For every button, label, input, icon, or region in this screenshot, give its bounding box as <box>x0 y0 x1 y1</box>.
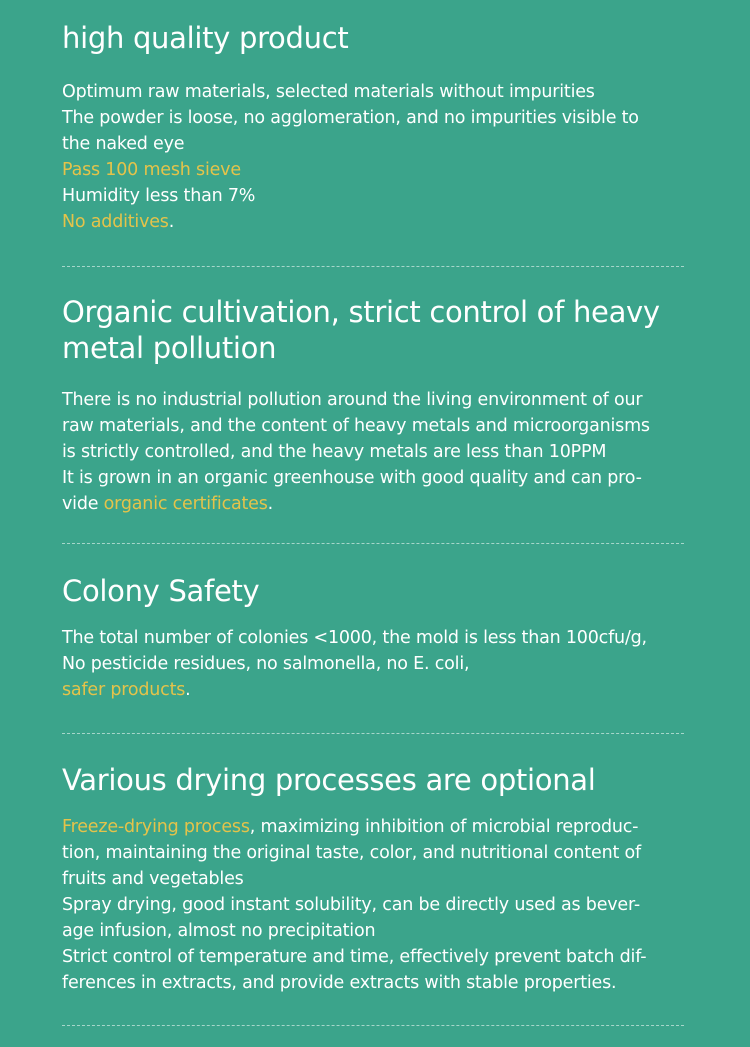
body-line: tion, maintaining the original taste, color, and nutritional content of <box>62 843 641 863</box>
body-line: It is grown in an organic greenhouse with good quality and can pro- <box>62 468 642 488</box>
body-line: Spray drying, good instant solubility, can be directly used as bever- <box>62 895 640 915</box>
body-line: The total number of colonies <1000, the mold is less than 100cfu/g, <box>62 628 647 648</box>
section-colony-safety <box>62 573 690 703</box>
body-text-tail: . <box>185 680 191 700</box>
body-line: No pesticide residues, no salmonella, no E. coli, <box>62 654 470 674</box>
body-text-lead: vide <box>62 494 104 514</box>
highlight-text: No additives <box>62 212 169 232</box>
section-body <box>62 625 690 703</box>
body-line: the naked eye <box>62 134 185 154</box>
section-body <box>62 814 690 996</box>
section-heading-line: Organic cultivation, strict control of heavy <box>62 295 660 329</box>
body-line: ferences in extracts, and provide extracts with stable properties. <box>62 973 617 993</box>
section-heading: high quality product <box>62 21 349 55</box>
section-body <box>62 79 690 235</box>
body-line: is strictly controlled, and the heavy metals are less than 10PPM <box>62 442 607 462</box>
section-organic-cultivation <box>62 294 690 517</box>
highlight-text: safer products <box>62 680 186 700</box>
body-line: Strict control of temperature and time, effectively prevent batch dif- <box>62 947 647 967</box>
body-line: fruits and vegetables <box>62 869 244 889</box>
section-high-quality-product <box>62 20 690 235</box>
body-line: Humidity less than 7% <box>62 186 256 206</box>
section-heading <box>62 294 690 366</box>
section-divider <box>62 733 684 734</box>
section-heading: Various drying processes are optional <box>62 763 596 797</box>
highlight-text: organic certificates <box>103 494 268 514</box>
body-line <box>62 491 690 517</box>
section-divider <box>62 1025 684 1026</box>
body-text-tail: , maximizing inhibition of microbial reproduc- <box>249 817 639 837</box>
section-divider <box>62 543 684 544</box>
body-line <box>62 209 690 235</box>
section-heading-line: metal pollution <box>62 331 277 365</box>
body-text-tail: . <box>168 212 175 232</box>
section-drying-processes <box>62 762 690 996</box>
body-line <box>62 677 690 703</box>
section-heading: Colony Safety <box>62 574 260 608</box>
body-line: There is no industrial pollution around the living environment of our <box>62 390 643 410</box>
body-line: age infusion, almost no precipitation <box>62 921 376 941</box>
highlight-line: Pass 100 mesh sieve <box>62 160 241 180</box>
body-line <box>62 814 690 840</box>
body-line: raw materials, and the content of heavy metals and microorganisms <box>62 416 650 436</box>
section-body <box>62 387 690 517</box>
body-line: Optimum raw materials, selected materials without impurities <box>62 82 595 102</box>
section-divider <box>62 266 684 267</box>
body-line: The powder is loose, no agglomeration, and no impurities visible to <box>62 108 639 128</box>
highlight-text: Freeze-drying process <box>62 817 250 837</box>
body-text-tail: . <box>267 494 274 514</box>
